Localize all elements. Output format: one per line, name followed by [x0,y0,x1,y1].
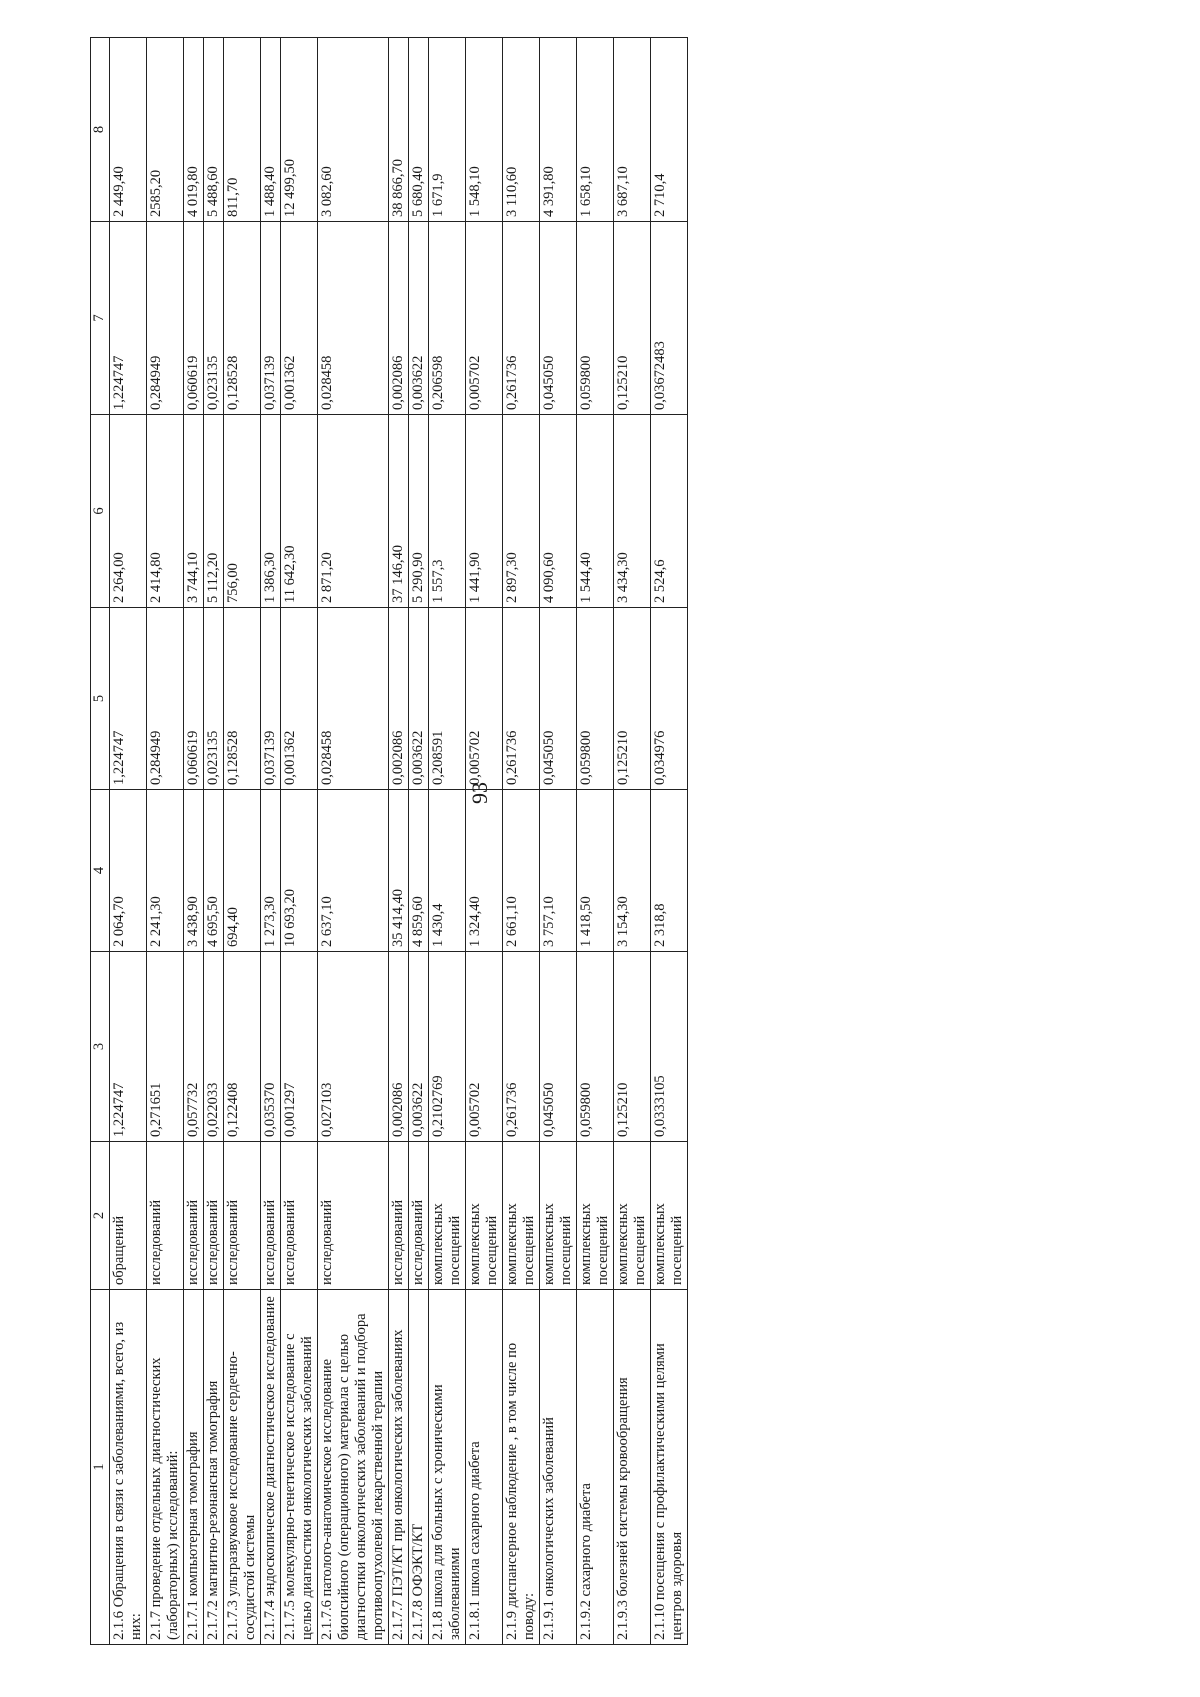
unit-cell: исследований [147,1142,184,1290]
value-cell: 3 082,60 [318,38,389,222]
value-cell: 0,059800 [577,222,614,415]
value-cell: 0,125210 [614,608,651,790]
value-cell: 10 693,20 [281,790,318,952]
value-cell: 2 710,4 [651,38,688,222]
value-cell: 3 154,30 [614,790,651,952]
row-label: 2.1.7.2 магнитно-резонансная томография [204,1290,224,1645]
table-row [614,38,651,1645]
column-header: 4 [91,790,110,952]
value-cell: 0,037139 [261,608,281,790]
value-cell: 0,003622 [409,952,429,1142]
value-cell: 2 264,00 [110,415,147,608]
value-cell: 5 290,90 [409,415,429,608]
row-label: 2.1.7.6 патолого-анатомическое исследование биопсийного (операционного) материала с целью диагностики онкологических заболеваний и подбора противоопухолевой лекарственной терапии [318,1290,389,1645]
row-label: 2.1.8.1 школа сахарного диабета [466,1290,503,1645]
value-cell: 0,271651 [147,952,184,1142]
value-cell: 0,035370 [261,952,281,1142]
value-cell: 0,034976 [651,608,688,790]
page-number: 93 [467,782,492,804]
column-header: 7 [91,222,110,415]
table-row [147,38,184,1645]
table-row [184,38,204,1645]
value-cell: 0,125210 [614,222,651,415]
column-header: 1 [91,1290,110,1645]
value-cell: 37 146,40 [389,415,409,608]
row-label: 2.1.10 посещения с профилактическими целями центров здоровья [651,1290,688,1645]
unit-cell: комплексных посещений [503,1142,540,1290]
value-cell: 4 090,60 [540,415,577,608]
value-cell: 0,284949 [147,608,184,790]
value-cell: 0,261736 [503,952,540,1142]
value-cell: 0,023135 [204,608,224,790]
table-row [466,38,503,1645]
value-cell: 2 241,30 [147,790,184,952]
value-cell: 0,002086 [389,222,409,415]
row-label: 2.1.7.8 ОФЭКТ/КТ [409,1290,429,1645]
table-row [409,38,429,1645]
value-cell: 756,00 [224,415,261,608]
value-cell: 5 112,20 [204,415,224,608]
unit-cell: исследований [281,1142,318,1290]
value-cell: 0,059800 [577,952,614,1142]
unit-cell: исследований [224,1142,261,1290]
value-cell: 0,125210 [614,952,651,1142]
unit-cell: обращений [110,1142,147,1290]
value-cell: 2585,20 [147,38,184,222]
value-cell: 0,002086 [389,952,409,1142]
value-cell: 1 430,4 [429,790,466,952]
unit-cell: комплексных посещений [429,1142,466,1290]
table-row [503,38,540,1645]
table-row [389,38,409,1645]
value-cell: 0,028458 [318,222,389,415]
rotated-table-wrapper [90,38,1102,1645]
value-cell: 0,001297 [281,952,318,1142]
value-cell: 5 488,60 [204,38,224,222]
value-cell: 0,045050 [540,222,577,415]
value-cell: 0,003622 [409,608,429,790]
value-cell: 0,128528 [224,608,261,790]
value-cell: 1 548,10 [466,38,503,222]
value-cell: 0,057732 [184,952,204,1142]
value-cell: 3 434,30 [614,415,651,608]
value-cell: 2 064,70 [110,790,147,952]
column-header: 6 [91,415,110,608]
row-label: 2.1.9 диспансерное наблюдение , в том числе по поводу: [503,1290,540,1645]
value-cell: 3 687,10 [614,38,651,222]
value-cell: 5 680,40 [409,38,429,222]
value-cell: 35 414,40 [389,790,409,952]
table-row [577,38,614,1645]
table-row [318,38,389,1645]
value-cell: 0,005702 [466,222,503,415]
value-cell: 1,224747 [110,952,147,1142]
value-cell: 0,0333105 [651,952,688,1142]
table-row [224,38,261,1645]
unit-cell: комплексных посещений [466,1142,503,1290]
row-label: 2.1.9.3 болезней системы кровообращения [614,1290,651,1645]
unit-cell: комплексных посещений [651,1142,688,1290]
row-label: 2.1.9.1 онкологических заболеваний [540,1290,577,1645]
value-cell: 0,002086 [389,608,409,790]
value-cell: 4 019,80 [184,38,204,222]
value-cell: 1 671,9 [429,38,466,222]
row-label: 2.1.7.7 ПЭТ/КТ при онкологических заболеваниях [389,1290,409,1645]
value-cell: 0,001362 [281,222,318,415]
value-cell: 0,261736 [503,222,540,415]
table-row [110,38,147,1645]
column-header: 2 [91,1142,110,1290]
value-cell: 0,028458 [318,608,389,790]
value-cell: 2 897,30 [503,415,540,608]
column-header: 8 [91,38,110,222]
value-cell: 0,005702 [466,952,503,1142]
table-row [204,38,224,1645]
value-cell: 1 386,30 [261,415,281,608]
tariff-table [90,37,688,1645]
value-cell: 4 695,50 [204,790,224,952]
value-cell: 0,261736 [503,608,540,790]
row-label: 2.1.9.2 сахарного диабета [577,1290,614,1645]
value-cell: 11 642,30 [281,415,318,608]
unit-cell: комплексных посещений [540,1142,577,1290]
value-cell: 0,060619 [184,222,204,415]
value-cell: 0,045050 [540,952,577,1142]
row-label: 2.1.6 Обращения в связи с заболеваниями, всего, из них: [110,1290,147,1645]
table-row [429,38,466,1645]
value-cell: 2 637,10 [318,790,389,952]
column-header: 3 [91,952,110,1142]
value-cell: 0,001362 [281,608,318,790]
value-cell: 38 866,70 [389,38,409,222]
value-cell: 12 499,50 [281,38,318,222]
value-cell: 0,022033 [204,952,224,1142]
value-cell: 1 488,40 [261,38,281,222]
value-cell: 2 318,8 [651,790,688,952]
unit-cell: исследований [204,1142,224,1290]
value-cell: 0,206598 [429,222,466,415]
value-cell: 2 871,20 [318,415,389,608]
row-label: 2.1.8 школа для больных с хроническими заболеваниями [429,1290,466,1645]
value-cell: 3 744,10 [184,415,204,608]
row-label: 2.1.7.1 компьютерная томография [184,1290,204,1645]
value-cell: 0,122408 [224,952,261,1142]
row-label: 2.1.7.5 молекулярно-генетическое исследование с целью диагностики онкологических заболеваний [281,1290,318,1645]
unit-cell: исследований [184,1142,204,1290]
value-cell: 811,70 [224,38,261,222]
value-cell: 1,224747 [110,608,147,790]
value-cell: 0,03672483 [651,222,688,415]
unit-cell: исследований [318,1142,389,1290]
value-cell: 2 524,6 [651,415,688,608]
unit-cell: исследований [409,1142,429,1290]
table-row [261,38,281,1645]
unit-cell: исследований [261,1142,281,1290]
value-cell: 3 757,10 [540,790,577,952]
value-cell: 1 273,30 [261,790,281,952]
value-cell: 0,2102769 [429,952,466,1142]
value-cell: 0,003622 [409,222,429,415]
unit-cell: исследований [389,1142,409,1290]
value-cell: 2 414,80 [147,415,184,608]
value-cell: 0,023135 [204,222,224,415]
value-cell: 0,128528 [224,222,261,415]
value-cell: 2 661,10 [503,790,540,952]
unit-cell: комплексных посещений [577,1142,614,1290]
header-row [91,38,110,1645]
value-cell: 2 449,40 [110,38,147,222]
row-label: 2.1.7.3 ультразвуковое исследование сердечно-сосудистой системы [224,1290,261,1645]
value-cell: 0,060619 [184,608,204,790]
value-cell: 1 544,40 [577,415,614,608]
value-cell: 0,284949 [147,222,184,415]
table-row [281,38,318,1645]
unit-cell: комплексных посещений [614,1142,651,1290]
value-cell: 1 418,50 [577,790,614,952]
value-cell: 4 859,60 [409,790,429,952]
value-cell: 0,005702 [466,608,503,790]
value-cell: 3 110,60 [503,38,540,222]
value-cell: 1 557,3 [429,415,466,608]
value-cell: 3 438,90 [184,790,204,952]
table-body [110,38,688,1645]
value-cell: 0,027103 [318,952,389,1142]
column-header: 5 [91,608,110,790]
value-cell: 0,037139 [261,222,281,415]
table-row [651,38,688,1645]
value-cell: 1,224747 [110,222,147,415]
value-cell: 1 658,10 [577,38,614,222]
row-label: 2.1.7 проведение отдельных диагностических (лабораторных) исследований: [147,1290,184,1645]
value-cell: 0,059800 [577,608,614,790]
value-cell: 694,40 [224,790,261,952]
value-cell: 1 441,90 [466,415,503,608]
value-cell: 1 324,40 [466,790,503,952]
value-cell: 4 391,80 [540,38,577,222]
table-row [540,38,577,1645]
value-cell: 0,045050 [540,608,577,790]
row-label: 2.1.7.4 эндоскопическое диагностическое исследование [261,1290,281,1645]
value-cell: 0,208591 [429,608,466,790]
